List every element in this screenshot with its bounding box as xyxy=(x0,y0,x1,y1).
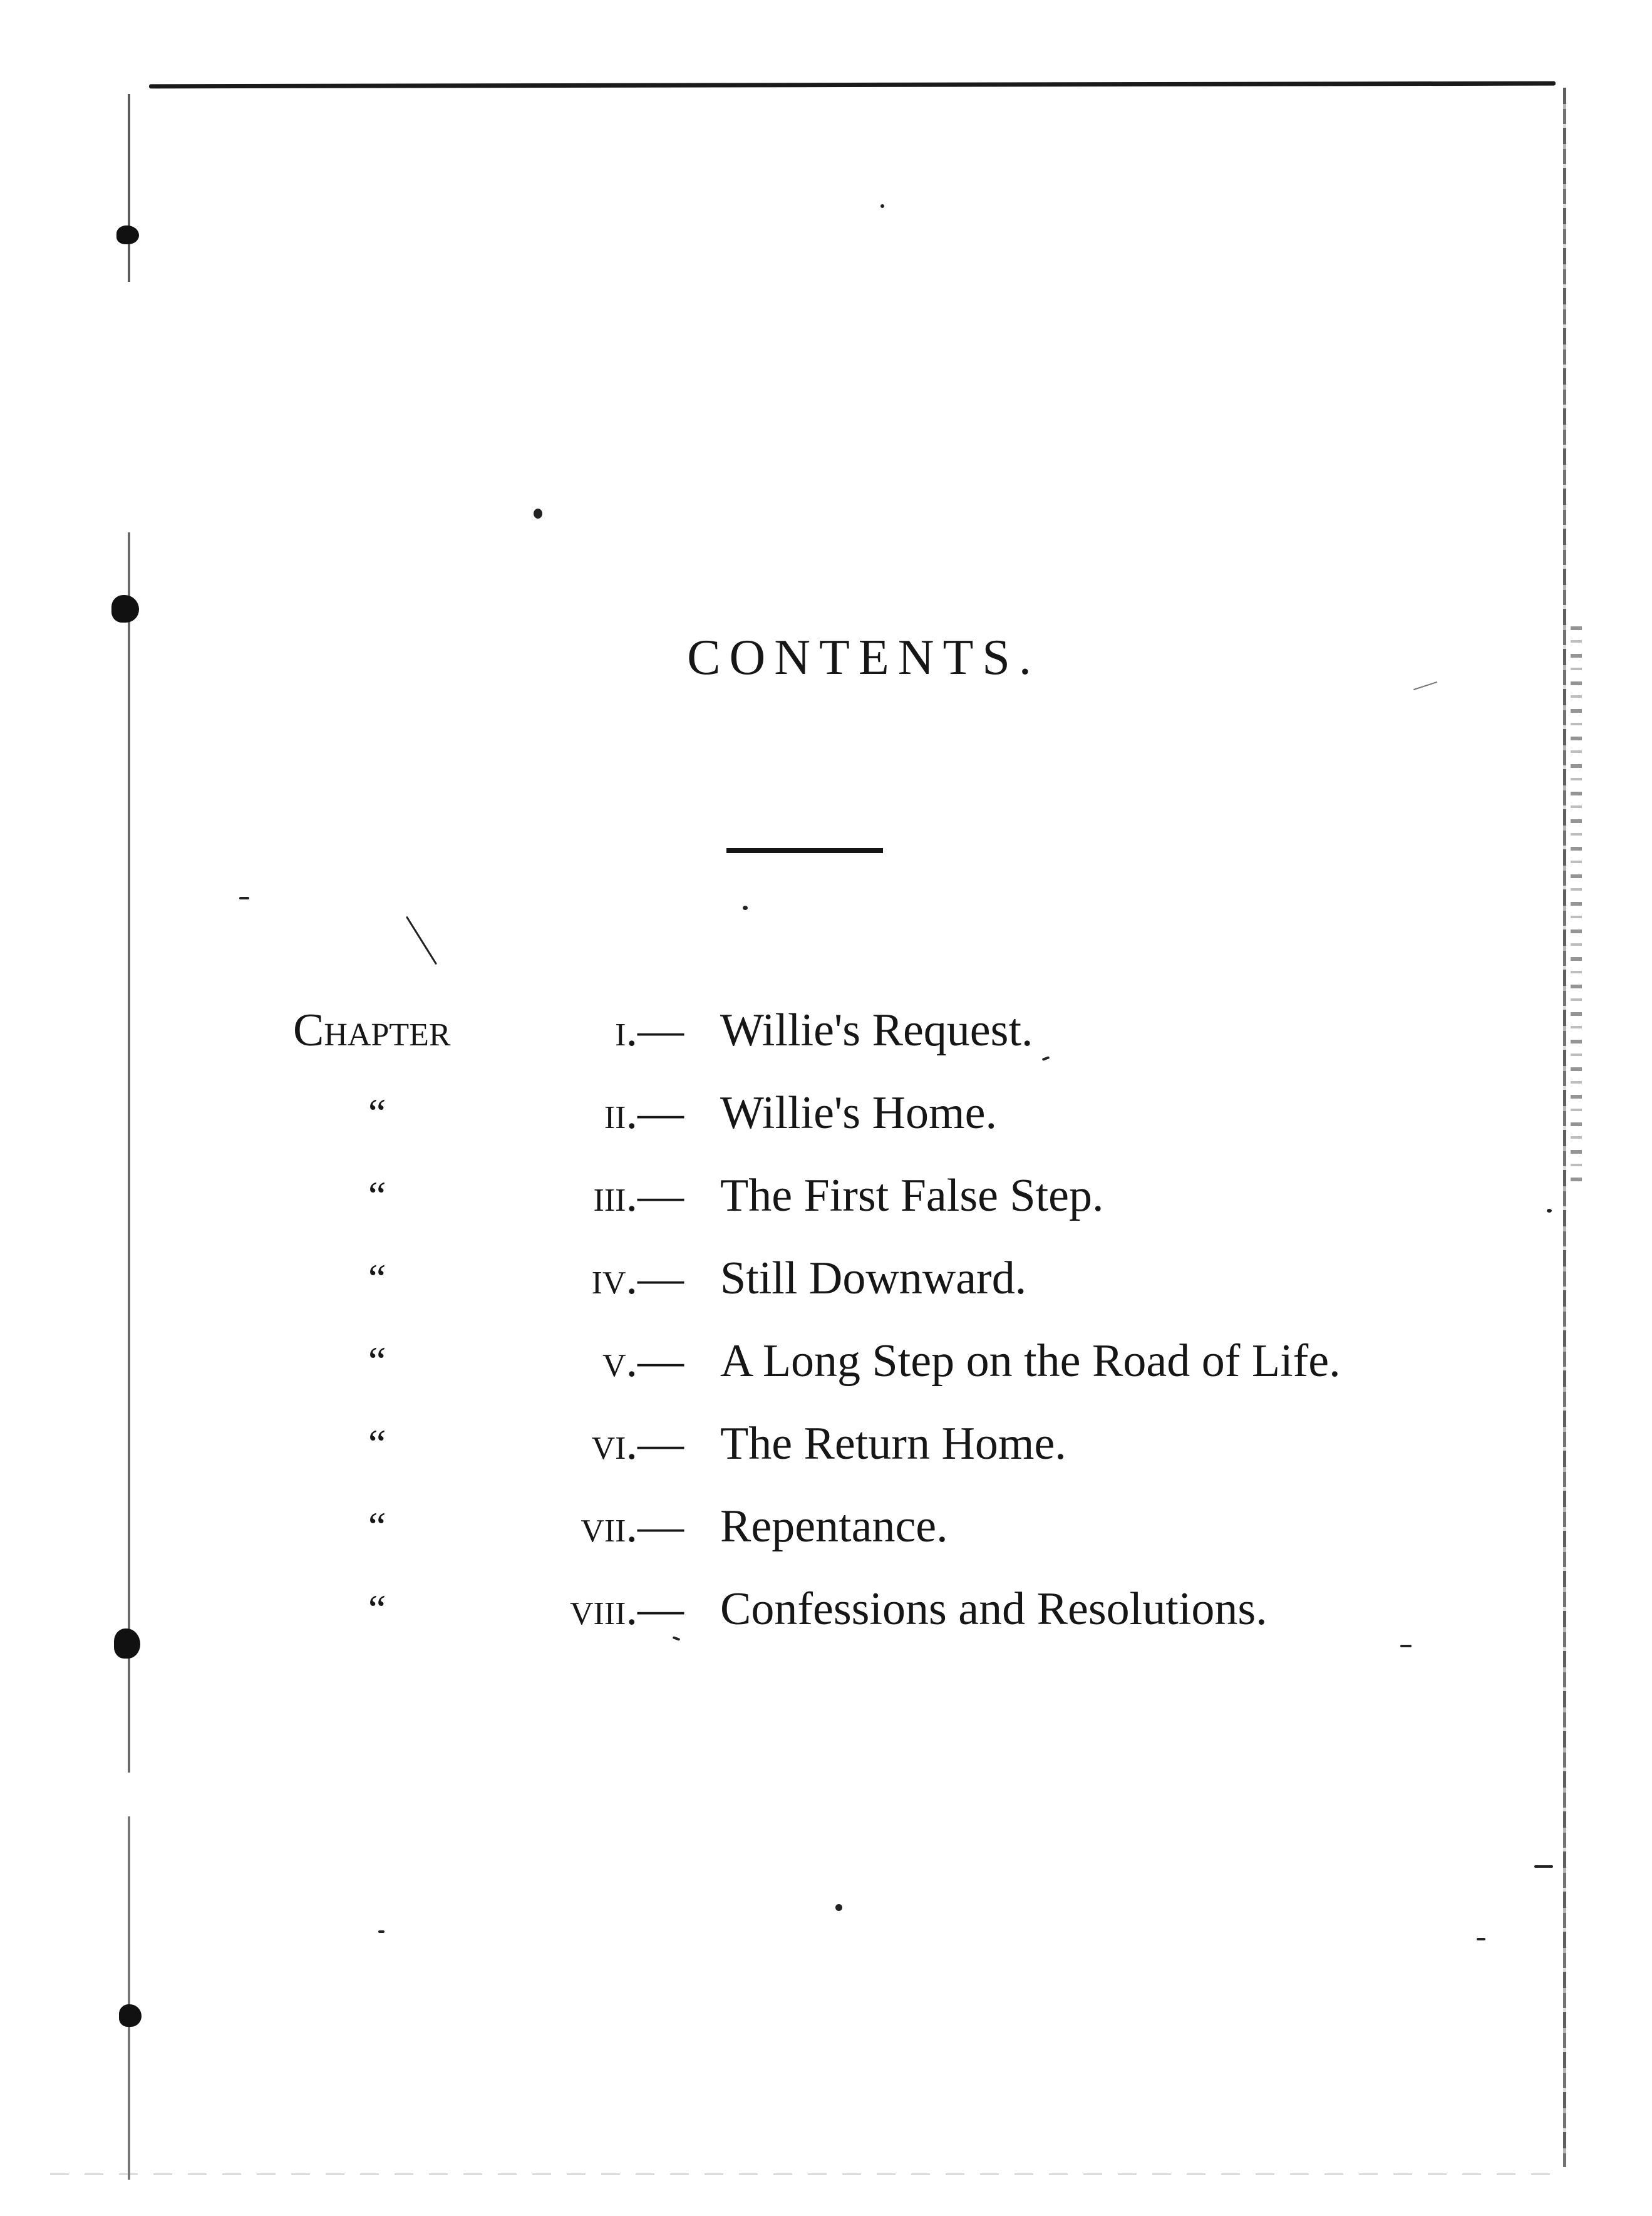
entry-separator: — xyxy=(638,1253,684,1304)
chapter-numeral: v. xyxy=(602,1335,638,1387)
ink-speck xyxy=(880,204,884,208)
toc-entry xyxy=(0,1079,1652,1147)
chapter-numeral: iv. xyxy=(591,1253,638,1304)
binding-hole-1 xyxy=(116,225,139,244)
ink-speck xyxy=(743,906,748,910)
ink-speck xyxy=(835,1904,842,1911)
bottom-faint-edge xyxy=(50,2173,1566,2175)
chapter-numeral: i. xyxy=(615,1005,638,1056)
chapter-title: The First False Step. xyxy=(720,1170,1104,1221)
chapter-numeral: vi. xyxy=(591,1418,638,1469)
entry-separator: — xyxy=(638,1005,684,1056)
toc-entry xyxy=(0,996,1652,1065)
ditto-mark: “ xyxy=(368,1256,386,1300)
entry-separator: — xyxy=(638,1501,684,1552)
ditto-mark: “ xyxy=(368,1421,386,1466)
binding-hole-2 xyxy=(111,595,139,623)
ink-stroke xyxy=(1413,681,1438,690)
ink-dash xyxy=(1477,1938,1485,1940)
ink-stroke xyxy=(406,916,437,965)
chapter-numeral: iii. xyxy=(593,1170,638,1221)
toc-entry xyxy=(0,1492,1652,1561)
ditto-mark: “ xyxy=(368,1587,386,1631)
toc-entry xyxy=(0,1327,1652,1395)
chapter-title: Willie's Home. xyxy=(720,1087,997,1139)
ditto-mark: “ xyxy=(368,1504,386,1548)
top-border-rule xyxy=(149,81,1556,89)
entry-separator: — xyxy=(638,1418,684,1469)
chapter-title: A Long Step on the Road of Life. xyxy=(720,1335,1341,1387)
chapter-numeral: viii. xyxy=(569,1583,638,1635)
ditto-mark: “ xyxy=(368,1173,386,1218)
entry-separator: — xyxy=(638,1583,684,1635)
ink-dash xyxy=(1400,1645,1412,1647)
chapter-numeral: vii. xyxy=(581,1501,638,1552)
toc-entry xyxy=(0,1409,1652,1478)
entry-separator: — xyxy=(638,1335,684,1387)
ditto-mark: “ xyxy=(368,1338,386,1383)
ink-speck xyxy=(534,509,542,519)
toc-entry xyxy=(0,1575,1652,1644)
chapter-title: Willie's Request. xyxy=(720,1005,1033,1056)
ditto-mark: “ xyxy=(368,1090,386,1135)
ink-dash xyxy=(378,1930,385,1933)
heading-underline xyxy=(726,848,883,853)
toc-entry xyxy=(0,1244,1652,1313)
chapter-title: Repentance. xyxy=(720,1501,948,1552)
chapter-title: The Return Home. xyxy=(720,1418,1066,1469)
contents-heading: CONTENTS. xyxy=(687,630,1040,685)
binding-hole-4 xyxy=(119,2004,142,2027)
toc-entry xyxy=(0,1161,1652,1230)
chapter-label: Chapter xyxy=(293,1005,451,1056)
entry-separator: — xyxy=(638,1170,684,1221)
ink-dash xyxy=(1534,1865,1553,1868)
entry-separator: — xyxy=(638,1087,684,1139)
ink-dash xyxy=(239,897,249,899)
chapter-numeral: ii. xyxy=(604,1087,638,1139)
chapter-title: Confessions and Resolutions. xyxy=(720,1583,1267,1635)
chapter-title: Still Downward. xyxy=(720,1253,1027,1304)
